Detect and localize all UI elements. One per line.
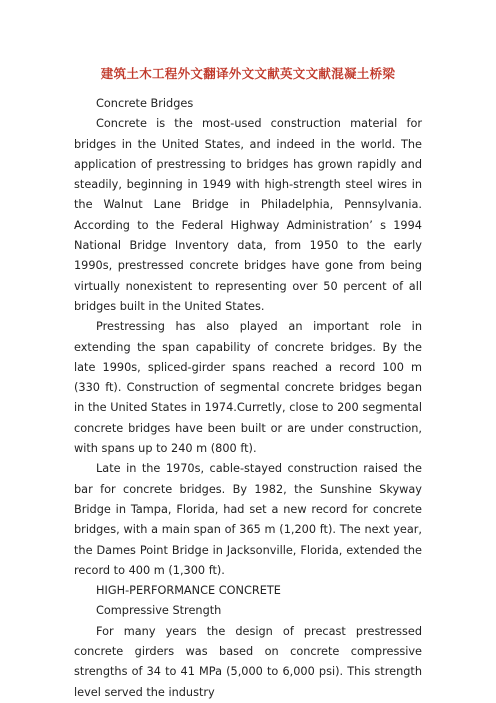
paragraph-concrete-most-used: Concrete is the most-used construction material for bridges in the United States, and indeed in the world. The application of prestressing to bridges has grown rapidly and steadily, beginning in 1949 with high-strength steel wires in the Walnut Lane Bridge in Philadelphia, Pennsylvania. According to the Federal Highway Administration’ s 1994 National Bridge Inventory data, from 1950 to the early 1990s, prestressed concrete bridges have gone from being virtually nonexistent to representing over 50 percent of all bridges built in the United States. [74,117,422,313]
section-heading-high-performance-concrete: HIGH-PERFORMANCE CONCRETE [96,584,281,598]
section-heading-concrete-bridges: Concrete Bridges [96,97,194,110]
document-title: 建筑土木工程外文翻译外文文献英文文献混凝土桥梁 [100,66,396,81]
document-body [74,94,422,703]
subsection-heading-compressive-strength: Compressive Strength [96,604,222,618]
paragraph-prestressing-span: Prestressing has also played an important role in extending the span capability of concrete bridges. By the late 1990s, spliced-girder spans reached a record 100 m (330 ft). Construction of segmental concrete bridges began in the United States in 1974.Curretly, close to 200 segmental concrete bridges have been built or are under construction, with spans up to 240 m (800 ft). [74,320,422,456]
paragraph-cable-stayed: Late in the 1970s, cable-stayed construction raised the bar for concrete bridges. By 1982, the Sunshine Skyway Bridge in Tampa, Florida, had set a new record for concrete bridges, with a main span of 365 m (1,200 ft). The next year, the Dames Point Bridge in Jacksonville, Florida, extended the record to 400 m (1,300 ft). [74,462,422,577]
paragraph-compressive-strength: For many years the design of precast prestressed concrete girders was based on concrete compressive strengths of 34 to 41 MPa (5,000 to 6,000 psi). This strength level served the industry [74,624,422,699]
